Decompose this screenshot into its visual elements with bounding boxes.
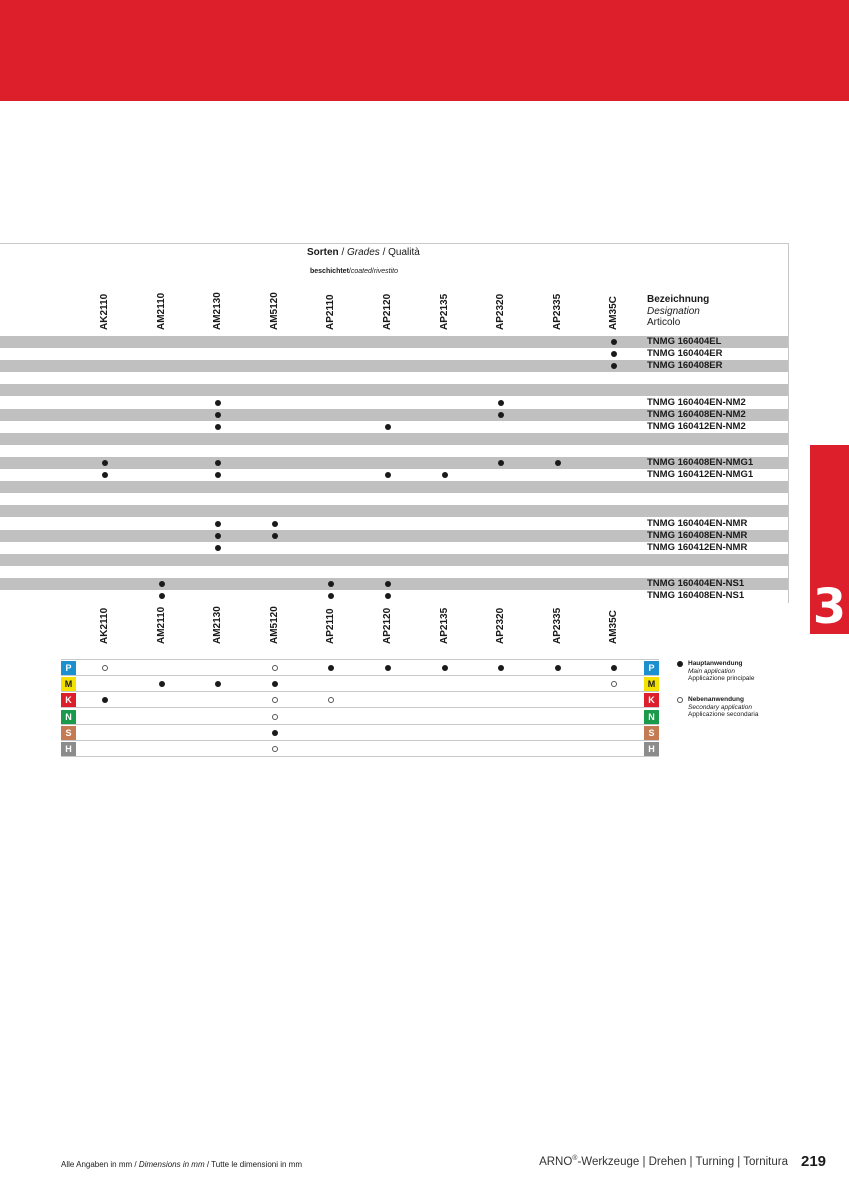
open-dot-icon [102,665,108,671]
filled-dot-icon [272,533,278,539]
table-row [0,433,788,445]
filled-dot-icon [385,581,391,587]
legend-main-it: Applicazione principale [688,675,755,682]
filled-dot-icon [385,665,391,671]
table-row [0,336,788,348]
filled-dot-icon [498,460,504,466]
designation: TNMG 160408EN-NMG1 [647,457,754,468]
filled-dot-icon [215,681,221,687]
sep: / [371,268,374,275]
footer-en: Dimensions in mm [138,1160,205,1169]
filled-dot-icon [102,697,108,703]
grades-title-de: Sorten [307,247,339,258]
legend-main-en: Main application [688,667,735,675]
grade-label: AM2110 [156,606,167,644]
grade-header-bottom-am35c [608,604,624,664]
grade-header-bottom-am5120 [269,604,285,664]
table-row [0,493,788,505]
table-row [0,566,788,578]
designation: TNMG 160404EN-NM2 [647,396,746,408]
grade-label: AP2320 [495,293,506,330]
material-row-n [61,709,659,725]
table-row [0,469,788,481]
table-row [0,481,788,493]
filled-dot-icon [385,472,391,478]
coated-it: rivestito [373,268,398,275]
table-row [0,505,788,517]
grade-label: AK2110 [99,293,110,330]
footer-reg: ® [572,1155,578,1162]
filled-dot-icon [102,472,108,478]
grade-header-bottom-ap2320 [495,604,511,664]
designation-header-de: Bezeichnung [647,294,710,305]
material-badge: P [61,661,76,675]
material-badge: S [644,726,659,740]
filled-dot-icon [611,665,617,671]
table-row [0,590,788,602]
coated-de: beschichtet [310,268,349,275]
table-row [0,397,788,409]
designation: TNMG 160408EN-NM2 [647,408,746,420]
table-row [0,360,788,372]
filled-dot-icon [498,400,504,406]
table-row [0,518,788,530]
grade-header-bottom-ap2120 [382,604,398,664]
table-row [0,554,788,566]
table-row [0,445,788,457]
filled-dot-icon [611,339,617,345]
grade-label: AM2110 [156,292,167,330]
material-badge: M [644,677,659,691]
sep: / [204,1160,212,1169]
filled-dot-icon [272,521,278,527]
filled-dot-icon [215,472,221,478]
filled-dot-icon [555,460,561,466]
material-badge: S [61,726,76,740]
material-row-h [61,741,659,757]
grade-header-bottom-am2110 [156,604,172,664]
table-row [0,372,788,384]
designation: TNMG 160404ER [647,348,723,360]
material-badge: K [61,693,76,707]
grades-title [307,247,420,258]
open-dot-icon [272,746,278,752]
grade-label: AP2335 [552,607,563,644]
header-band [0,0,849,101]
grade-header-bottom-am2130 [212,604,228,664]
filled-dot-icon [611,363,617,369]
designation: TNMG 160404EN-NMR [647,517,748,529]
table-row [0,530,788,542]
material-row-s [61,725,659,741]
table-row [0,457,788,469]
grade-label: AM2130 [212,606,223,644]
table-row [0,578,788,590]
grade-header-bottom-ap2335 [552,604,568,664]
sep: / [132,1160,139,1169]
grade-label: AM5120 [269,292,280,330]
grade-label: AP2120 [382,293,393,330]
filled-dot-icon [328,665,334,671]
table-frame-top [0,243,789,244]
open-dot-icon [611,681,617,687]
material-row-m [61,676,659,692]
grade-label: AP2135 [439,607,450,644]
material-badge: P [644,661,659,675]
filled-dot-icon [328,581,334,587]
filled-dot-icon [272,730,278,736]
filled-dot-icon [159,581,165,587]
material-row-k [61,692,659,708]
grade-header-bottom-ap2135 [439,604,455,664]
footer-it: Tutte le dimensioni in mm [211,1160,303,1169]
open-dot-icon [272,714,278,720]
legend-sec-en: Secondary application [688,703,752,711]
filled-dot-icon [498,412,504,418]
filled-dot-icon [385,593,391,599]
filled-dot-icon [555,665,561,671]
material-row-p [61,660,659,676]
filled-dot-icon [215,412,221,418]
footer-brand: ARNO [539,1155,573,1168]
designation: TNMG 160412EN-NMG1 [647,469,754,481]
legend-sec-it: Applicazione secondaria [688,711,759,718]
filled-dot-icon [328,593,334,599]
filled-dot-icon [215,545,221,551]
material-badge: M [61,677,76,691]
designation: TNMG 160404EN-NS1 [647,578,745,589]
grade-label: AM5120 [269,606,280,644]
grades-title-it: Qualità [388,247,420,258]
page-number: 219 [801,1153,827,1170]
filled-dot-icon [159,593,165,599]
designation: TNMG 160408EN-NS1 [647,590,745,602]
filled-dot-icon [611,351,617,357]
designation-header-it: Articolo [647,317,681,328]
filled-dot-icon [215,424,221,430]
filled-dot-icon [215,521,221,527]
grade-label: AP2110 [325,608,336,644]
grade-label: AK2110 [99,607,110,644]
grades-title-en: Grades [347,247,380,258]
table-row [0,409,788,421]
grade-label: AM35C [608,296,619,330]
designation-header [647,294,709,329]
grade-header-bottom-ak2110 [99,604,115,664]
material-badge: N [644,710,659,724]
legend-sec-de: Nebenanwendung [688,696,744,703]
chapter-tab [810,445,849,634]
filled-dot-icon [159,681,165,687]
open-dot-icon [328,697,334,703]
open-dot-icon [272,697,278,703]
grade-label: AP2110 [325,294,336,330]
designation: TNMG 160412EN-NM2 [647,420,746,432]
filled-dot-icon [442,472,448,478]
footer-section: -Werkzeuge | Drehen | Turning | Tornitura [577,1155,788,1168]
designation: TNMG 160412EN-NMR [647,541,748,553]
coated-en: coated [350,268,372,275]
material-badge: H [644,742,659,756]
sep: / [338,247,348,258]
grade-label: AM2130 [212,292,223,330]
grade-label: AP2120 [382,607,393,644]
grade-label: AP2135 [439,293,450,330]
designation: TNMG 160404EL [647,336,722,347]
filled-dot-icon [385,424,391,430]
designation: TNMG 160408ER [647,360,723,372]
table-row [0,542,788,554]
grade-label: AM35C [608,610,619,644]
filled-dot-icon [442,665,448,671]
footer-de: Alle Angaben in mm [61,1160,133,1169]
table-frame-right [788,243,789,603]
material-badge: K [644,693,659,707]
sep: / [348,268,351,275]
designation-header-en: Designation [647,305,700,317]
open-dot-icon [272,665,278,671]
designation: TNMG 160408EN-NMR [647,529,748,541]
chapter-number: 3 [812,579,847,635]
footer-dimensions-note [61,1160,302,1169]
filled-dot-icon [215,400,221,406]
filled-dot-icon [498,665,504,671]
sep: / [379,247,389,258]
material-badge: H [61,742,76,756]
open-dot-icon [677,697,683,703]
table-row [0,348,788,360]
grade-header-bottom-ap2110 [325,604,341,664]
filled-dot-icon [677,661,683,667]
legend-main-de: Hauptanwendung [688,660,743,667]
table-row [0,421,788,433]
filled-dot-icon [215,460,221,466]
grade-label: AP2320 [495,607,506,644]
filled-dot-icon [102,460,108,466]
filled-dot-icon [272,681,278,687]
coated-title [310,268,398,275]
table-row [0,384,788,396]
material-badge: N [61,710,76,724]
footer-catalog-section [539,1155,788,1168]
grade-label: AP2335 [552,293,563,330]
filled-dot-icon [215,533,221,539]
